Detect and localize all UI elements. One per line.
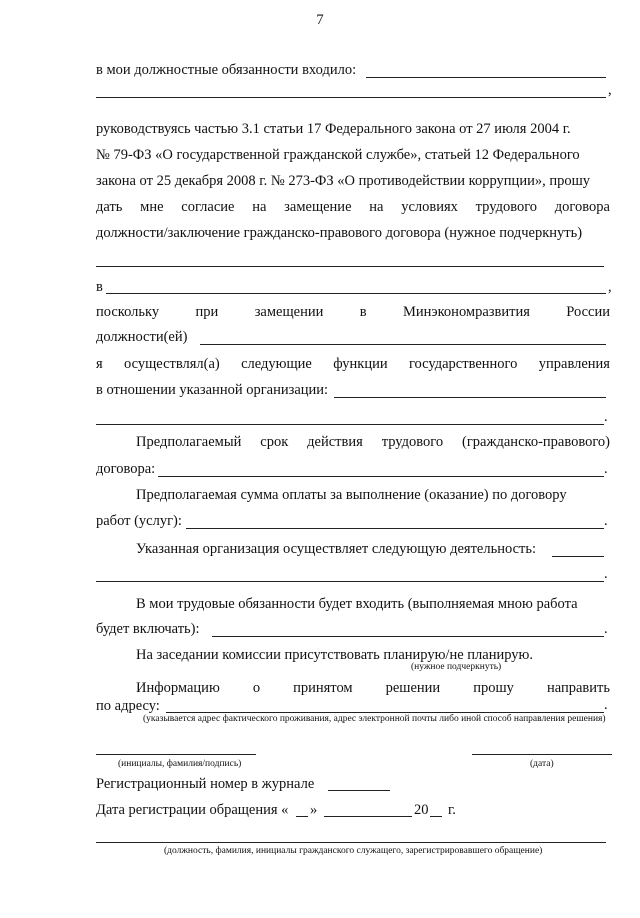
- period: .: [604, 513, 608, 529]
- reg-number-fill-line[interactable]: [328, 790, 390, 791]
- reg-month-fill-line[interactable]: [324, 816, 412, 817]
- signature-line[interactable]: [96, 754, 256, 755]
- period: .: [604, 566, 608, 582]
- functions-fill-line-2[interactable]: [96, 424, 604, 425]
- address-fill-line[interactable]: [166, 712, 604, 713]
- v-otnoshenii-label: в отношении указанной организации:: [96, 382, 329, 398]
- po-adresu-label: по адресу:: [96, 698, 160, 714]
- reg-year-fill-line[interactable]: [430, 816, 442, 817]
- footer-note: (должность, фамилия, инициалы гражданского служащего, зарегистрировавшего обращение): [164, 846, 543, 856]
- v-label: в: [96, 279, 103, 295]
- duties-fill-line[interactable]: [366, 77, 606, 78]
- page-number: 7: [316, 12, 324, 28]
- reg-date-mid: »: [310, 802, 318, 818]
- organization-fill-line[interactable]: [106, 293, 606, 294]
- term-fill-line[interactable]: [158, 476, 604, 477]
- srok-line: Предполагаемый срок действия трудового (гражданско-правового): [136, 434, 610, 450]
- dolzhnosti-fill-line[interactable]: [200, 344, 606, 345]
- duties-label: в мои должностные обязанности входило:: [96, 62, 357, 78]
- official-fill-line[interactable]: [96, 842, 606, 843]
- para1-line3: закона от 25 декабря 2008 г. № 273-ФЗ «О противодействии коррупции», прошу: [96, 173, 591, 189]
- work-fill-line[interactable]: [212, 636, 604, 637]
- comma: ,: [608, 82, 612, 98]
- date-note: (дата): [530, 759, 554, 769]
- activity-fill-line-2[interactable]: [96, 581, 604, 582]
- zasedanie-line: На заседании комиссии присутствовать планирую/не планирую.: [136, 647, 534, 663]
- para1-line4: дать мне согласие на замещение на условиях трудового договора: [96, 199, 610, 215]
- position-fill-line[interactable]: [96, 266, 604, 267]
- poskolku-line: поскольку при замещении в Минэкономразвития России: [96, 304, 610, 320]
- activity-fill-line[interactable]: [552, 556, 604, 557]
- budet-label: будет включать):: [96, 621, 200, 637]
- reg-year-suffix: г.: [448, 802, 456, 818]
- para1-line2: № 79-ФЗ «О государственной гражданской службе», статьей 12 Федерального: [96, 147, 580, 163]
- period: .: [604, 461, 608, 477]
- reg-date-prefix: Дата регистрации обращения «: [96, 802, 289, 818]
- reg-number-label: Регистрационный номер в журнале: [96, 776, 315, 792]
- date-line[interactable]: [472, 754, 612, 755]
- info-line: Информацию о принятом решении прошу направить: [136, 680, 610, 696]
- reg-year: 20: [414, 802, 429, 818]
- period: .: [604, 621, 608, 637]
- rabot-label: работ (услуг):: [96, 513, 182, 529]
- para1-line5: должности/заключение гражданско-правового договора (нужное подчеркнуть): [96, 225, 583, 241]
- sum-fill-line[interactable]: [186, 528, 604, 529]
- period: .: [604, 697, 608, 713]
- deyatelnost-label: Указанная организация осуществляет следующую деятельность:: [136, 541, 536, 557]
- initials-note: (инициалы, фамилия/подпись): [118, 759, 242, 769]
- reg-day-fill-line[interactable]: [296, 816, 308, 817]
- functions-fill-line[interactable]: [334, 397, 606, 398]
- comma: ,: [608, 279, 612, 295]
- obyazannosti-line: В мои трудовые обязанности будет входить (выполняемая мною работа: [136, 596, 578, 612]
- dogovora-label: договора:: [96, 461, 156, 477]
- ya-line: я осуществлял(а) следующие функции государственного управления: [96, 356, 610, 372]
- address-note: (указывается адрес фактического проживания, адрес электронной почты либо иной способ направления решения): [143, 714, 606, 724]
- period: .: [604, 409, 608, 425]
- para1-line1: руководствуясь частью 3.1 статьи 17 Федерального закона от 27 июля 2004 г.: [96, 121, 571, 137]
- nuzhnoe-note: (нужное подчеркнуть): [411, 662, 502, 672]
- duties-fill-line-2[interactable]: [96, 97, 606, 98]
- summa-line: Предполагаемая сумма оплаты за выполнение (оказание) по договору: [136, 487, 567, 503]
- dolzhnosti-label: должности(ей): [96, 329, 188, 345]
